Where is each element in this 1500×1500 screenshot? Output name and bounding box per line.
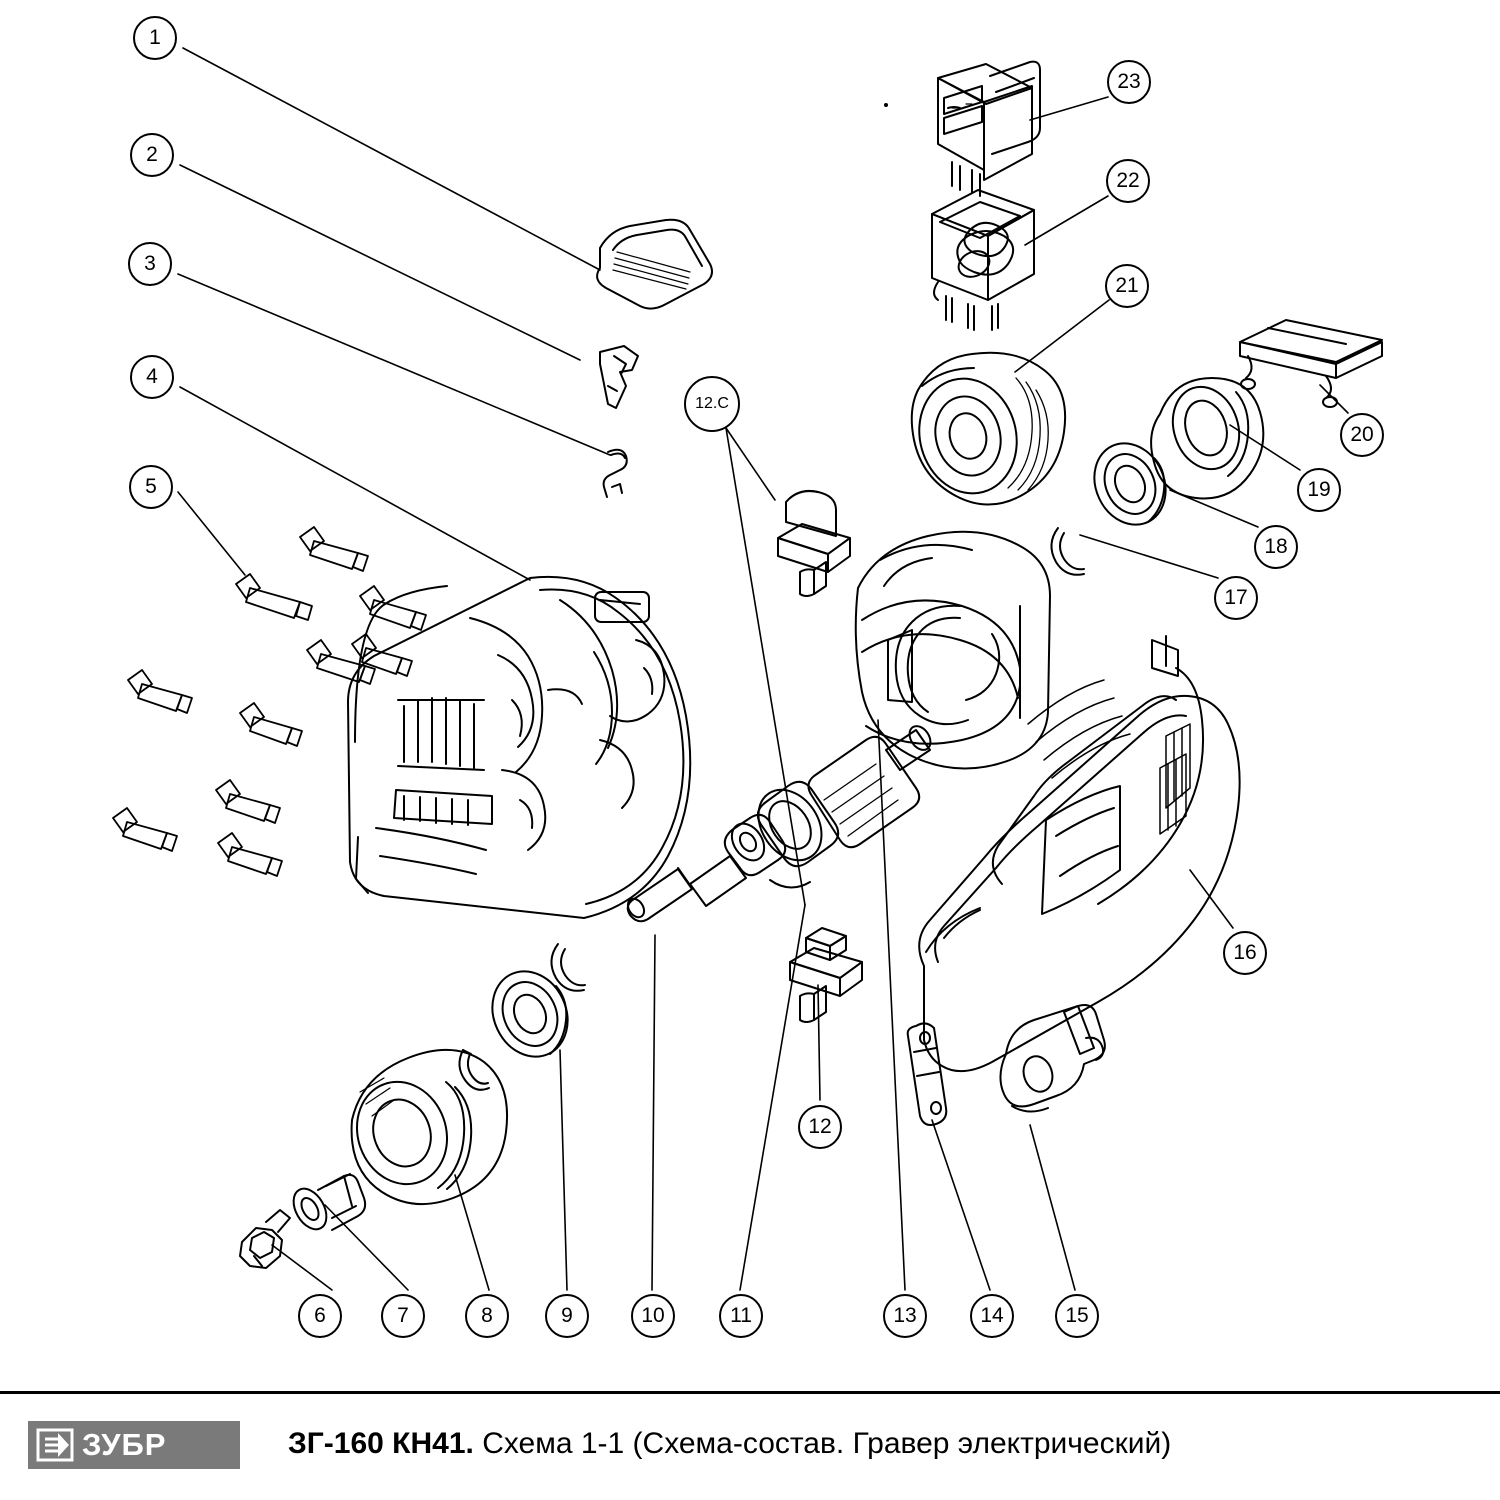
leader-lines (178, 48, 1348, 1290)
callout-23[interactable]: 23 (1107, 60, 1151, 104)
part-stator (856, 532, 1050, 769)
part-contact-plate (600, 346, 638, 408)
part-retaining-ring-front-2 (551, 944, 585, 991)
callout-16[interactable]: 16 (1223, 931, 1267, 975)
model-code: ЗГ-160 КН41. (288, 1427, 474, 1460)
callout-9[interactable]: 9 (545, 1294, 589, 1338)
part-spring-clip (604, 450, 627, 497)
footer-bar (0, 1391, 1500, 1500)
callout-22[interactable]: 22 (1106, 159, 1150, 203)
diagram-title (288, 1427, 1171, 1461)
callout-11[interactable]: 11 (719, 1294, 763, 1338)
part-front-cap-nut (343, 1050, 507, 1204)
part-screw-set (113, 527, 426, 876)
scheme-description: Схема 1-1 (Схема-состав. Гравер электрический) (482, 1427, 1172, 1460)
part-switch-cover (597, 220, 712, 309)
callout-8[interactable]: 8 (465, 1294, 509, 1338)
part-housing-half-left (348, 577, 690, 918)
part-retaining-ring-rear (1051, 528, 1084, 575)
part-pcb-board (1240, 320, 1382, 407)
callout-5[interactable]: 5 (129, 465, 173, 509)
part-collet (287, 1174, 365, 1235)
brand-logo (28, 1421, 240, 1469)
callout-19[interactable]: 19 (1297, 468, 1341, 512)
callout-1[interactable]: 1 (133, 16, 177, 60)
part-wrench (1000, 1005, 1104, 1112)
part-collet-nut-small (240, 1210, 290, 1268)
callout-21[interactable]: 21 (1105, 264, 1149, 308)
part-rear-cap (907, 353, 1066, 505)
callout-4[interactable]: 4 (130, 355, 174, 399)
callout-13[interactable]: 13 (883, 1294, 927, 1338)
part-rocker-switch (938, 62, 1040, 196)
callout-12-С[interactable]: 12.С (684, 376, 740, 432)
part-carbon-brush-upper (778, 491, 850, 596)
callout-12[interactable]: 12 (798, 1105, 842, 1149)
callout-18[interactable]: 18 (1254, 525, 1298, 569)
part-link-plate (908, 1023, 947, 1125)
arrow-in-square-icon (36, 1427, 76, 1463)
callout-20[interactable]: 20 (1340, 413, 1384, 457)
callout-7[interactable]: 7 (381, 1294, 425, 1338)
part-carbon-brush-lower (790, 928, 862, 1022)
callout-10[interactable]: 10 (631, 1294, 675, 1338)
callout-15[interactable]: 15 (1055, 1294, 1099, 1338)
callout-3[interactable]: 3 (128, 242, 172, 286)
callout-2[interactable]: 2 (130, 133, 174, 177)
part-potentiometer (932, 190, 1034, 330)
callout-17[interactable]: 17 (1214, 576, 1258, 620)
callout-6[interactable]: 6 (298, 1294, 342, 1338)
callout-14[interactable]: 14 (970, 1294, 1014, 1338)
part-bearing-seat-ring (1151, 378, 1263, 499)
brand-name: ЗУБР (82, 1427, 167, 1462)
